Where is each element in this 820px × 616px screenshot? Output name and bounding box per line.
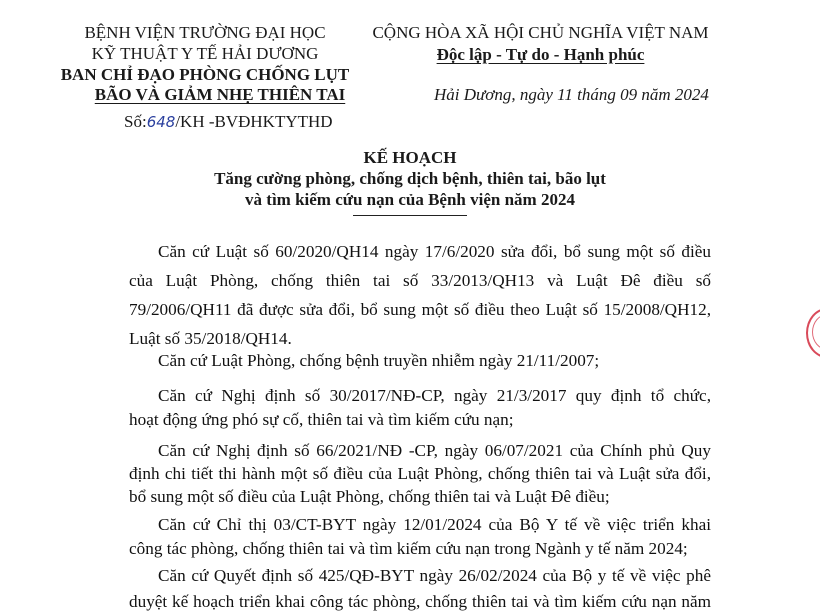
paragraph-4-line-3: bổ sung một số điều của Luật Phòng, chống thiên tai và Luật Đê điều;	[129, 487, 610, 506]
document-number	[124, 112, 333, 132]
paragraph-6-line-1: Căn cứ Quyết định số 425/QĐ-BYT ngày 26/02/2024 của Bộ y tế về việc phê	[158, 566, 711, 585]
paragraph-5-line-1: Căn cứ Chỉ thị 03/CT-BYT ngày 12/01/2024 của Bộ Y tế về việc triển khai	[158, 515, 711, 534]
paragraph-1-line-3: 79/2006/QH11 đã được sửa đổi, bổ sung một số điều theo Luật số 15/2008/QH12,	[129, 300, 711, 319]
document-number-prefix: Số:	[124, 112, 147, 131]
plan-subtitle-line2: và tìm kiếm cứu nạn của Bệnh viện năm 2024	[245, 190, 575, 209]
paragraph-4-line-2: định chi tiết thi hành một số điều của Luật Phòng, chống thiên tai và Luật sửa đổi,	[129, 464, 711, 483]
paragraph-2-line-1: Căn cứ Luật Phòng, chống bệnh truyền nhiễm ngày 21/11/2007;	[158, 351, 600, 370]
title-underline	[353, 215, 467, 216]
paragraph-4-line-1: Căn cứ Nghị định số 66/2021/NĐ -CP, ngày 06/07/2021 của Chính phủ Quy	[158, 441, 711, 460]
paragraph-1-line-1: Căn cứ Luật số 60/2020/QH14 ngày 17/6/2020 sửa đổi, bổ sung một số điều	[158, 242, 711, 261]
org-name-line2: KỸ THUẬT Y TẾ HẢI DƯƠNG	[91, 44, 319, 63]
national-motto: Độc lập - Tự do - Hạnh phúc	[436, 45, 645, 64]
plan-subtitle-line1: Tăng cường phòng, chống dịch bệnh, thiên tai, bão lụt	[214, 169, 606, 188]
paragraph-3-line-1: Căn cứ Nghị định số 30/2017/NĐ-CP, ngày 21/3/2017 quy định tổ chức,	[158, 386, 711, 405]
plan-title: KẾ HOẠCH	[363, 148, 457, 167]
paragraph-1-line-2: của Luật Phòng, chống thiên tai số 33/2013/QH13 và Luật Đê điều số	[129, 271, 711, 290]
committee-name-line2: BÃO VÀ GIẢM NHẸ THIÊN TAI	[94, 85, 346, 104]
document-number-suffix: /KH -BVĐHKTYTHD	[175, 112, 333, 131]
document-number-handwritten: 648	[146, 113, 176, 131]
country-name: CỘNG HÒA XÃ HỘI CHỦ NGHĨA VIỆT NAM	[372, 23, 709, 42]
org-name-line1: BỆNH VIỆN TRƯỜNG ĐẠI HỌC	[84, 23, 326, 42]
paragraph-3-line-2: hoạt động ứng phó sự cố, thiên tai và tìm kiếm cứu nạn;	[129, 410, 514, 429]
committee-name-line1: BAN CHỈ ĐẠO PHÒNG CHỐNG LỤT	[60, 65, 350, 84]
place-date: Hải Dương, ngày 11 tháng 09 năm 2024	[434, 85, 709, 104]
paragraph-6-line-2: duyệt kế hoạch triển khai công tác phòng, chống thiên tai và tìm kiếm cứu nạn năm	[129, 592, 711, 611]
paragraph-1-line-4: Luật số 35/2018/QH14.	[129, 329, 292, 348]
paragraph-5-line-2: công tác phòng, chống thiên tai và tìm kiếm cứu nạn trong Ngành y tế năm 2024;	[129, 539, 688, 558]
